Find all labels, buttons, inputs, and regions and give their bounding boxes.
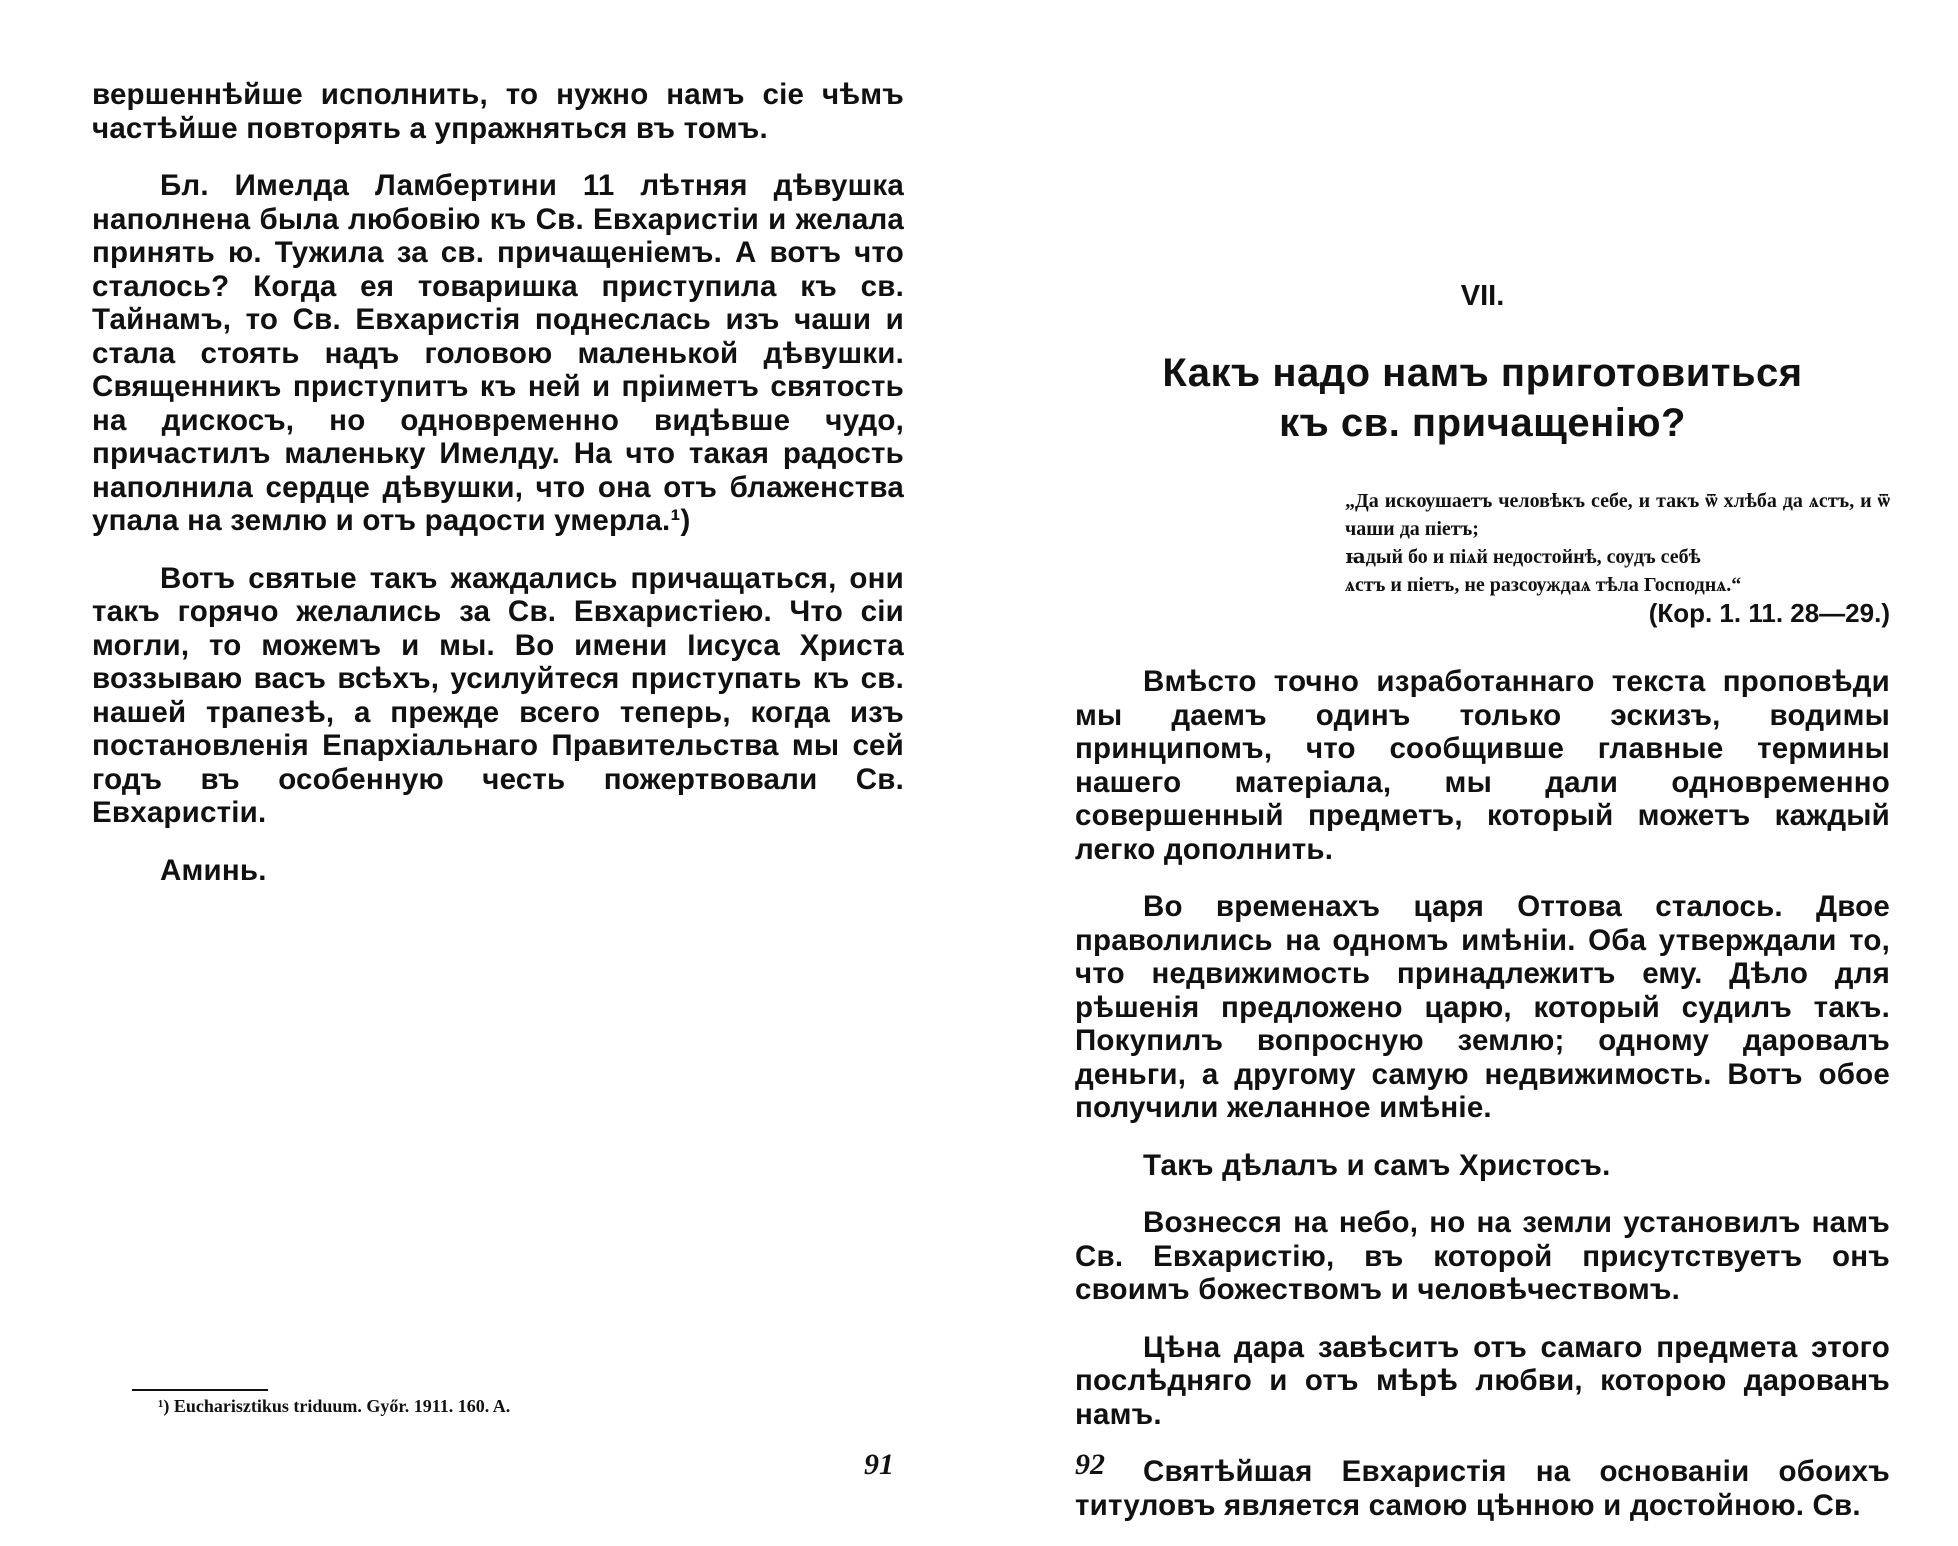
right-paragraph-1: Вмѣсто точно изработаннаго текста проповѣди мы даемъ одинъ только эскизъ, водимы принципомъ, что сообщивше главные термины нашего матеріала, мы дали одновременно совершенный предметъ, который можетъ каждый легко дополнить. — [1075, 665, 1890, 866]
epigraph-line-3: ѧстъ и піетъ, не разсѹждаѧ тѣла Господнѧ.“ — [1345, 574, 1742, 596]
chapter-title — [1075, 348, 1890, 448]
epigraph-line-2: ꙗдый бо и піѧй недостойнѣ, сѹдъ себѣ — [1345, 546, 1701, 568]
right-paragraph-4: Вознесся на небо, но на земли установилъ намъ Св. Евхаристію, въ которой присутствуетъ онъ своимъ божествомъ и человѣчествомъ. — [1075, 1206, 1890, 1306]
right-page-body — [1075, 665, 1890, 1546]
page-number-left: 91 — [864, 1448, 894, 1481]
section-number: VII. — [1460, 280, 1505, 312]
left-paragraph-1: вершеннѣйше исполнить, то нужно намъ сіе чѣмъ частѣйше повторять а упражняться въ томъ. — [92, 78, 904, 145]
page-number-right: 92 — [1075, 1448, 1105, 1481]
right-paragraph-2: Во временахъ царя Оттова сталось. Двое праволились на одномъ имѣніи. Оба утверждали то, что недвижимость принадлежитъ ему. Дѣло для рѣшенія предложено царю, который судилъ такъ. Покупилъ вопросную землю; одному даровалъ деньги, а другому самую недвижимость. Вотъ обое получили желанное имѣніе. — [1075, 890, 1890, 1124]
right-paragraph-6: Святѣйшая Евхаристія на основаніи обоихъ титуловъ является самою цѣнною и достойною. Св. — [1075, 1455, 1890, 1522]
left-paragraph-2: Бл. Имелда Ламбертини 11 лѣтняя дѣвушка наполнена была любовію къ Св. Евхаристіи и желала принять ю. Тужила за св. причащеніемъ. А вотъ что сталось? Когда ея товаришка приступила къ св. Тайнамъ, то Св. Евхаристія поднеслась изъ чаши и стала стоять надъ головою маленькой дѣвушки. Священникъ приступитъ къ ней и пріиметъ святость на дискосъ, но одновременно видѣвше чудо, причастилъ маленьку Имелду. На что такая радость наполнила сердце дѣвушки, что она отъ блаженства упала на землю и отъ радости умерла.¹) — [92, 169, 904, 537]
left-paragraph-3: Вотъ святые такъ жаждались причащаться, они такъ горячо желались за Св. Евхаристіею. Что сіи могли, то можемъ и мы. Во имени Іисуса Христа воззываю васъ всѣхъ, усилуйтеся приступать къ св. нашей трапезѣ, а прежде всего теперь, когда изъ постановленія Епархіальнаго Правительства мы сей годъ въ особенную честь пожертвовали Св. Евхаристіи. — [92, 561, 904, 829]
right-page — [1075, 0, 1890, 1522]
footnote: ¹) Eucharisztikus triduum. Győr. 1911. 160. A. — [158, 1396, 511, 1416]
left-page-body — [92, 78, 904, 911]
epigraph-line-1: „Да искѹшаетъ человѣкъ себе, и такъ ѿ хлѣба да ѧстъ, и ѿ чаши да піетъ; — [1345, 490, 1890, 540]
footnote-divider — [132, 1389, 268, 1391]
left-paragraph-amen: Аминь. — [160, 853, 267, 887]
left-page — [92, 0, 904, 1500]
epigraph-source: (Кор. 1. 11. 28—29.) — [1648, 598, 1890, 628]
chapter-title-line-1: Какъ надо намъ приготовиться — [1162, 351, 1803, 395]
right-paragraph-5: Цѣна дара завѣситъ отъ самаго предмета этого послѣдняго и отъ мѣрѣ любви, которою дарованъ намъ. — [1075, 1330, 1890, 1431]
right-paragraph-3: Такъ дѣлалъ и самъ Христосъ. — [1143, 1148, 1611, 1182]
chapter-title-line-2: къ св. причащенію? — [1279, 401, 1686, 445]
epigraph — [1345, 487, 1890, 599]
